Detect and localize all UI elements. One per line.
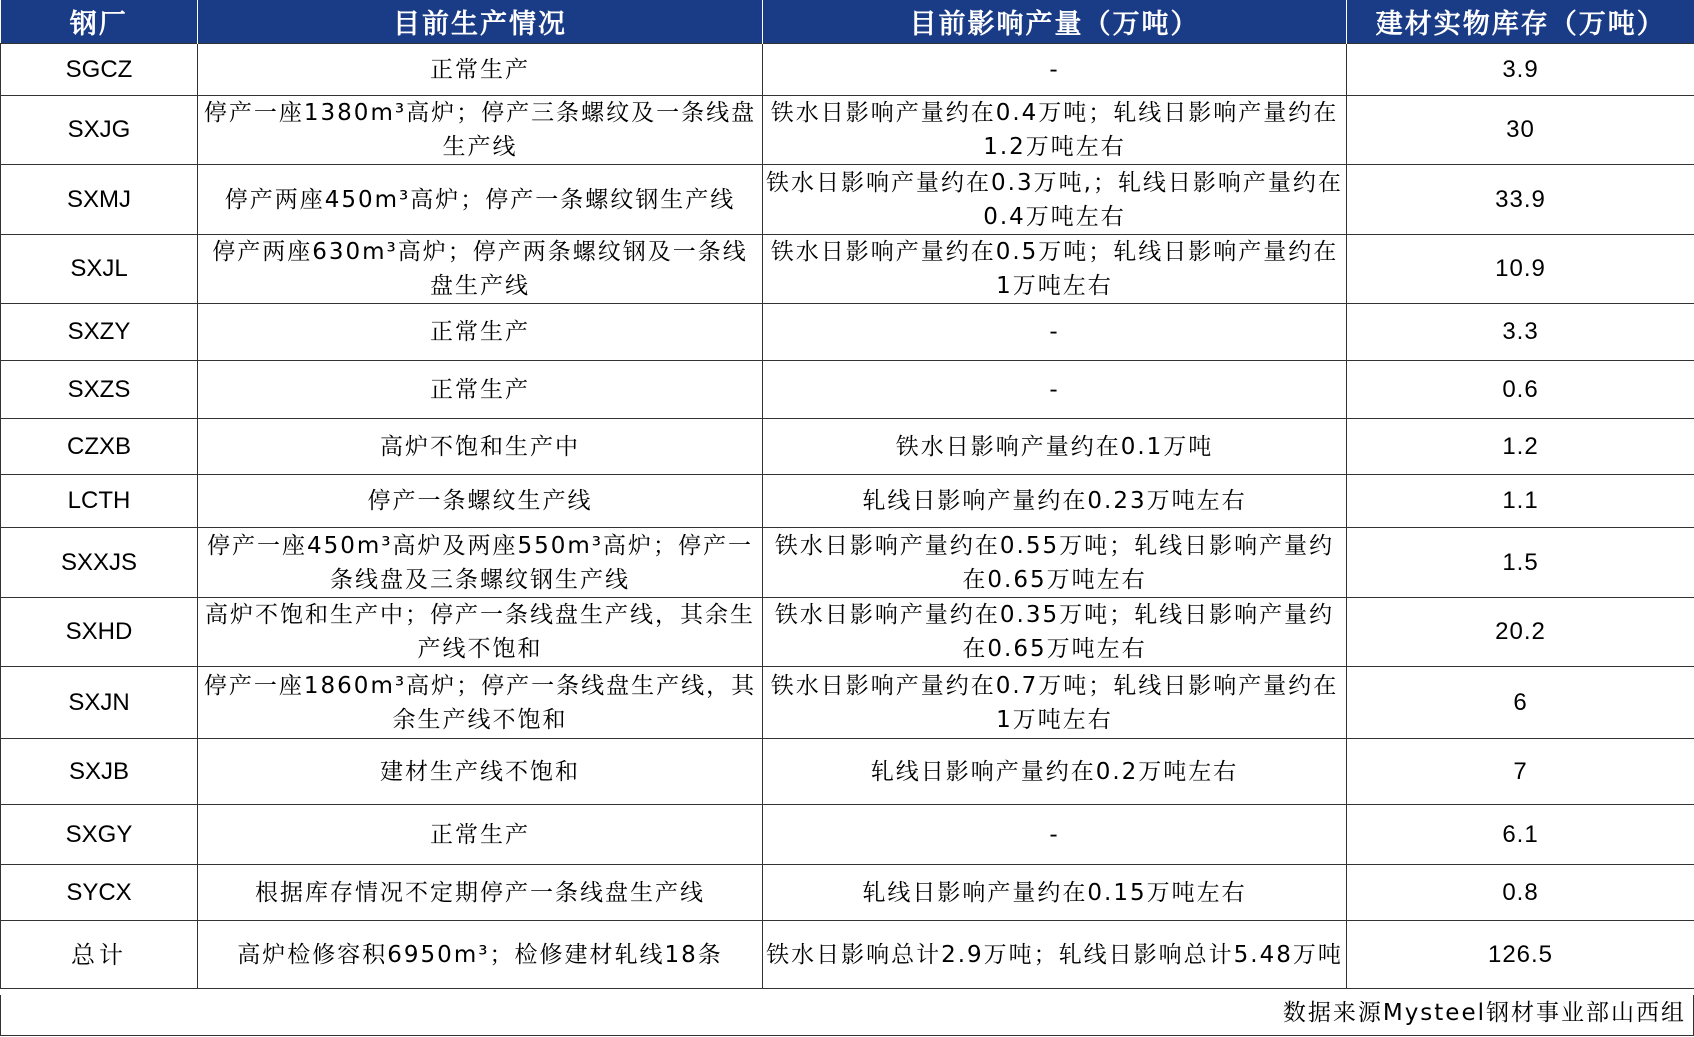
cell-mill: SXJB <box>1 739 198 805</box>
cell-status: 高炉不饱和生产中 <box>198 419 763 475</box>
cell-status: 停产两座450m³高炉；停产一条螺纹钢生产线 <box>198 165 763 235</box>
cell-mill: SXHD <box>1 598 198 667</box>
cell-status: 停产一座1380m³高炉；停产三条螺纹及一条线盘生产线 <box>198 96 763 165</box>
cell-status: 停产一座450m³高炉及两座550m³高炉；停产一条线盘及三条螺纹钢生产线 <box>198 528 763 598</box>
cell-status: 停产两座630m³高炉；停产两条螺纹钢及一条线盘生产线 <box>198 235 763 304</box>
table-row <box>1 44 1694 96</box>
cell-inventory: 6.1 <box>1347 805 1694 865</box>
table-row <box>1 667 1694 739</box>
table-row <box>1 235 1694 304</box>
cell-impact: 铁水日影响产量约在0.35万吨；轧线日影响产量约在0.65万吨左右 <box>763 598 1347 667</box>
cell-status-total: 高炉检修容积6950m³；检修建材轧线18条 <box>198 921 763 989</box>
cell-status: 根据库存情况不定期停产一条线盘生产线 <box>198 865 763 921</box>
cell-mill: SXZY <box>1 304 198 361</box>
cell-mill: SXJN <box>1 667 198 739</box>
cell-status: 正常生产 <box>198 44 763 96</box>
table-row <box>1 165 1694 235</box>
cell-impact: 铁水日影响产量约在0.7万吨；轧线日影响产量约在1万吨左右 <box>763 667 1347 739</box>
cell-impact: 铁水日影响产量约在0.4万吨；轧线日影响产量约在1.2万吨左右 <box>763 96 1347 165</box>
header-status: 目前生产情况 <box>198 0 763 44</box>
cell-inventory: 6 <box>1347 667 1694 739</box>
cell-inventory: 20.2 <box>1347 598 1694 667</box>
cell-impact: 轧线日影响产量约在0.15万吨左右 <box>763 865 1347 921</box>
header-mill: 钢厂 <box>1 0 198 44</box>
cell-impact: 铁水日影响产量约在0.3万吨,；轧线日影响产量约在0.4万吨左右 <box>763 165 1347 235</box>
cell-impact-total: 铁水日影响总计2.9万吨；轧线日影响总计5.48万吨 <box>763 921 1347 989</box>
cell-mill: SXZS <box>1 361 198 419</box>
header-row <box>1 0 1694 44</box>
header-inventory: 建材实物库存（万吨） <box>1347 0 1694 44</box>
cell-mill: CZXB <box>1 419 198 475</box>
table-row <box>1 528 1694 598</box>
table-row-total <box>1 921 1694 989</box>
cell-inventory: 0.6 <box>1347 361 1694 419</box>
cell-mill: SGCZ <box>1 44 198 96</box>
cell-inventory: 3.3 <box>1347 304 1694 361</box>
cell-mill: SXXJS <box>1 528 198 598</box>
cell-impact: 铁水日影响产量约在0.55万吨；轧线日影响产量约在0.65万吨左右 <box>763 528 1347 598</box>
table-row <box>1 739 1694 805</box>
cell-status: 正常生产 <box>198 805 763 865</box>
cell-inventory: 3.9 <box>1347 44 1694 96</box>
table-row <box>1 865 1694 921</box>
cell-inventory: 30 <box>1347 96 1694 165</box>
table-row <box>1 805 1694 865</box>
cell-inventory: 0.8 <box>1347 865 1694 921</box>
cell-inventory: 7 <box>1347 739 1694 805</box>
header-impact: 目前影响产量（万吨） <box>763 0 1347 44</box>
table-row <box>1 96 1694 165</box>
table-row <box>1 419 1694 475</box>
cell-status: 停产一条螺纹生产线 <box>198 475 763 528</box>
cell-mill: SXJL <box>1 235 198 304</box>
cell-status: 停产一座1860m³高炉；停产一条线盘生产线，其余生产线不饱和 <box>198 667 763 739</box>
cell-inventory: 1.2 <box>1347 419 1694 475</box>
cell-impact: 铁水日影响产量约在0.1万吨 <box>763 419 1347 475</box>
cell-inventory: 1.5 <box>1347 528 1694 598</box>
cell-status: 建材生产线不饱和 <box>198 739 763 805</box>
cell-mill: SXJG <box>1 96 198 165</box>
cell-impact: 轧线日影响产量约在0.2万吨左右 <box>763 739 1347 805</box>
cell-mill: LCTH <box>1 475 198 528</box>
cell-impact: 轧线日影响产量约在0.23万吨左右 <box>763 475 1347 528</box>
cell-inventory: 1.1 <box>1347 475 1694 528</box>
cell-impact: - <box>763 304 1347 361</box>
cell-impact: - <box>763 44 1347 96</box>
cell-status: 正常生产 <box>198 304 763 361</box>
cell-mill: SXMJ <box>1 165 198 235</box>
cell-impact: - <box>763 361 1347 419</box>
table-header <box>1 0 1694 44</box>
table-row <box>1 304 1694 361</box>
data-source-note: 数据来源Mysteel钢材事业部山西组 <box>1282 1000 1686 1026</box>
cell-status: 高炉不饱和生产中；停产一条线盘生产线，其余生产线不饱和 <box>198 598 763 667</box>
cell-mill-total: 总计 <box>1 921 198 989</box>
cell-inventory: 33.9 <box>1347 165 1694 235</box>
cell-impact: - <box>763 805 1347 865</box>
table-row <box>1 475 1694 528</box>
cell-impact: 铁水日影响产量约在0.5万吨；轧线日影响产量约在1万吨左右 <box>763 235 1347 304</box>
cell-inventory: 10.9 <box>1347 235 1694 304</box>
cell-inventory-total: 126.5 <box>1347 921 1694 989</box>
table-body <box>1 44 1694 989</box>
cell-status: 正常生产 <box>198 361 763 419</box>
cell-mill: SXGY <box>1 805 198 865</box>
cell-mill: SYCX <box>1 865 198 921</box>
table-row <box>1 361 1694 419</box>
table-row <box>1 598 1694 667</box>
